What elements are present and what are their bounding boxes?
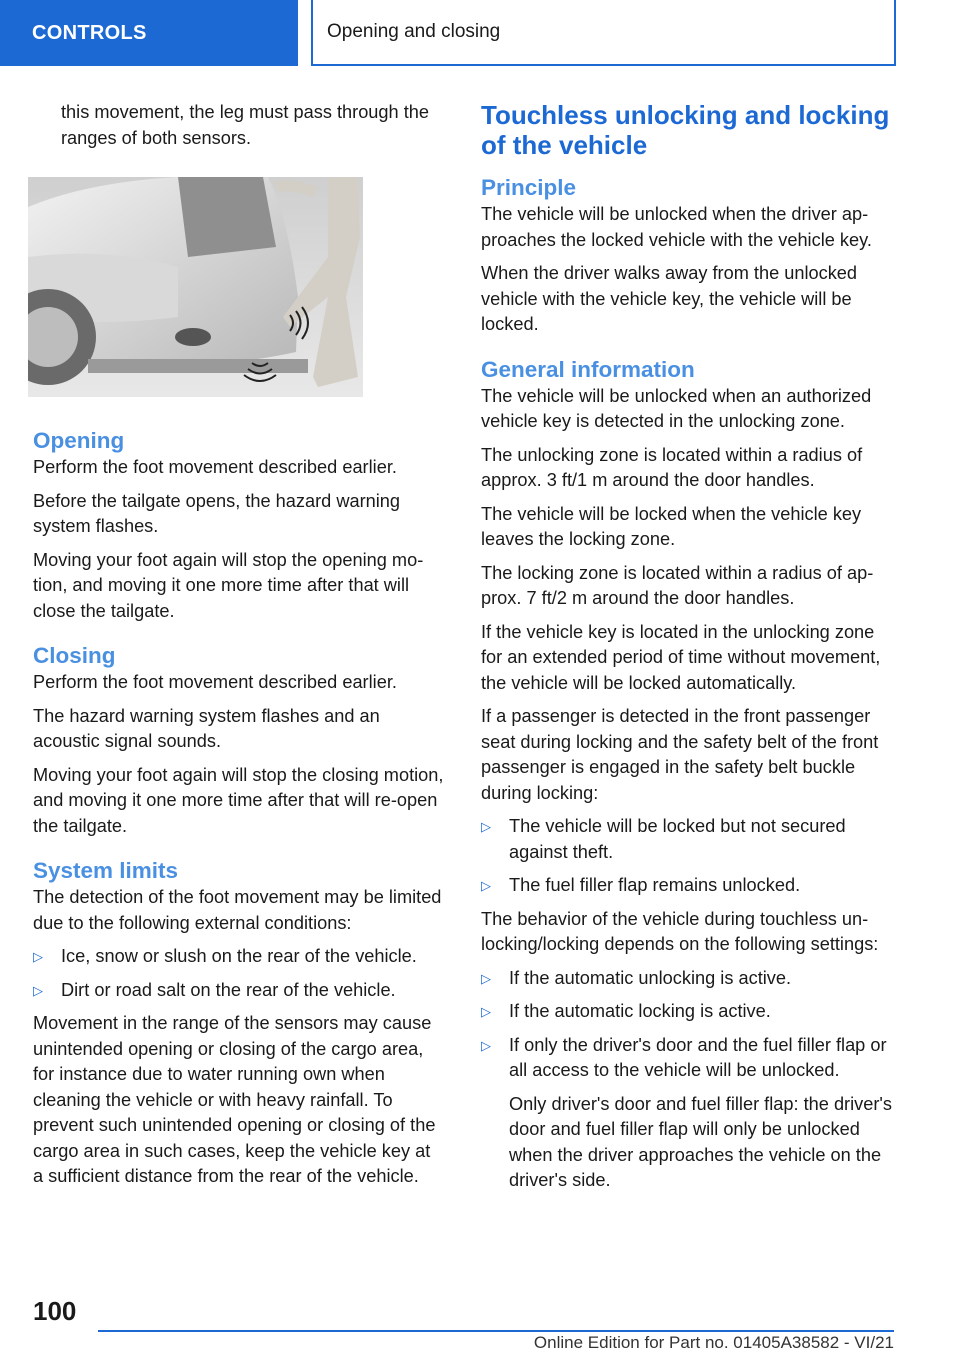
opening-p3: Moving your foot again will stop the opening motion, and moving it one more time after that will close the tailgate. (33, 549, 424, 621)
list-item: ▷ If the automatic locking is active. (481, 999, 893, 1025)
triangle-bullet-icon: ▷ (33, 949, 43, 964)
intro-paragraph: this movement, the leg must pass through the ranges of both sensors. (61, 102, 429, 148)
system-limits-heading: System limits (33, 858, 179, 883)
general-p5: If the vehicle key is located in the unlocking zone for an extended period of time without movement, the vehicle will be locked automatically. (481, 621, 881, 693)
general-p6: If a passenger is detected in the front passenger seat during locking and the safety belt of the front passenger is engaged in the safety belt buckle during locking: (481, 706, 879, 803)
passenger-list (481, 814, 893, 899)
triangle-bullet-icon: ▷ (481, 1004, 491, 1019)
general-info-heading: General information (481, 356, 695, 382)
left-column (33, 100, 445, 1198)
general-p7: The behavior of the vehicle during touchless unlocking/locking depends on the following settings: (481, 908, 879, 954)
right-column (481, 100, 893, 1202)
chapter-title: Opening and closing (311, 0, 896, 66)
principle-p1: The vehicle will be unlocked when the driver approaches the locked vehicle with the vehicle key. (481, 204, 872, 250)
limits-p2: Movement in the range of the sensors may cause unintended opening or closing of the cargo area, for instance due to water running own when cleaning the vehicle or with heavy rainfall. To prevent such unintended opening or closing of the cargo area in such cases, keep the vehicle key at a sufficient distance from the rear of the vehicle. (33, 1013, 436, 1186)
touchless-heading: Touchless unlocking and locking of the vehicle (481, 100, 890, 160)
settings-list (481, 966, 893, 1084)
general-p4: The locking zone is located within a radius of approx. 7 ft/2 m around the door handles. (481, 562, 874, 608)
closing-p3: Moving your foot again will stop the closing motion, and moving it one more time after that will re-open the tailgate. (33, 764, 444, 836)
general-p2: The unlocking zone is located within a radius of approx. 3 ft/1 m around the door handles. (481, 444, 863, 490)
list-item: ▷ Ice, snow or slush on the rear of the vehicle. (33, 944, 445, 970)
page-number: 100 (33, 1296, 77, 1326)
general-p8: Only driver's door and fuel filler flap: the driver's door and fuel filler flap will only be unlocked when the driver approaches the vehicle on the driver's side. (509, 1093, 892, 1190)
edition-note: Online Edition for Part no. 01405A38582 - VI/21 (533, 1333, 894, 1352)
tailgate-sensor-illustration (28, 177, 363, 397)
triangle-bullet-icon: ▷ (481, 1037, 491, 1053)
footer-divider (98, 1330, 894, 1332)
page-header (0, 0, 960, 68)
limits-list (33, 944, 445, 1003)
opening-p1: Perform the foot movement described earlier. (33, 457, 397, 477)
list-item: ▷ The vehicle will be locked but not secured against theft. (481, 816, 846, 862)
closing-p1: Perform the foot movement described earlier. (33, 672, 397, 692)
principle-heading: Principle (481, 175, 577, 200)
section-tab: CONTROLS (0, 0, 298, 66)
list-item: ▷ The fuel filler flap remains unlocked. (481, 873, 893, 899)
limits-p1: The detection of the foot movement may be limited due to the following external conditions: (33, 887, 442, 933)
car-rear-leg-image (28, 177, 363, 397)
general-p1: The vehicle will be unlocked when an authorized vehicle key is detected in the unlocking zone. (481, 385, 872, 431)
general-p3: The vehicle will be locked when the vehicle key leaves the locking zone. (481, 503, 862, 549)
triangle-bullet-icon: ▷ (481, 970, 491, 986)
opening-p2: Before the tailgate opens, the hazard warning system flashes. (33, 490, 401, 536)
list-item: ▷ If the automatic unlocking is active. (481, 966, 893, 992)
list-item: ▷ Dirt or road salt on the rear of the vehicle. (33, 978, 445, 1004)
triangle-bullet-icon: ▷ (481, 819, 491, 834)
closing-p2: The hazard warning system flashes and an acoustic signal sounds. (33, 705, 380, 751)
closing-heading: Closing (33, 643, 116, 668)
triangle-bullet-icon: ▷ (481, 878, 491, 893)
list-item: ▷ If only the driver's door and the fuel filler flap or all access to the vehicle will be unlocked. (481, 1034, 887, 1080)
principle-p2: When the driver walks away from the unlocked vehicle with the vehicle key, the vehicle will be locked. (481, 263, 858, 334)
triangle-bullet-icon: ▷ (33, 982, 43, 998)
opening-heading: Opening (33, 428, 125, 453)
